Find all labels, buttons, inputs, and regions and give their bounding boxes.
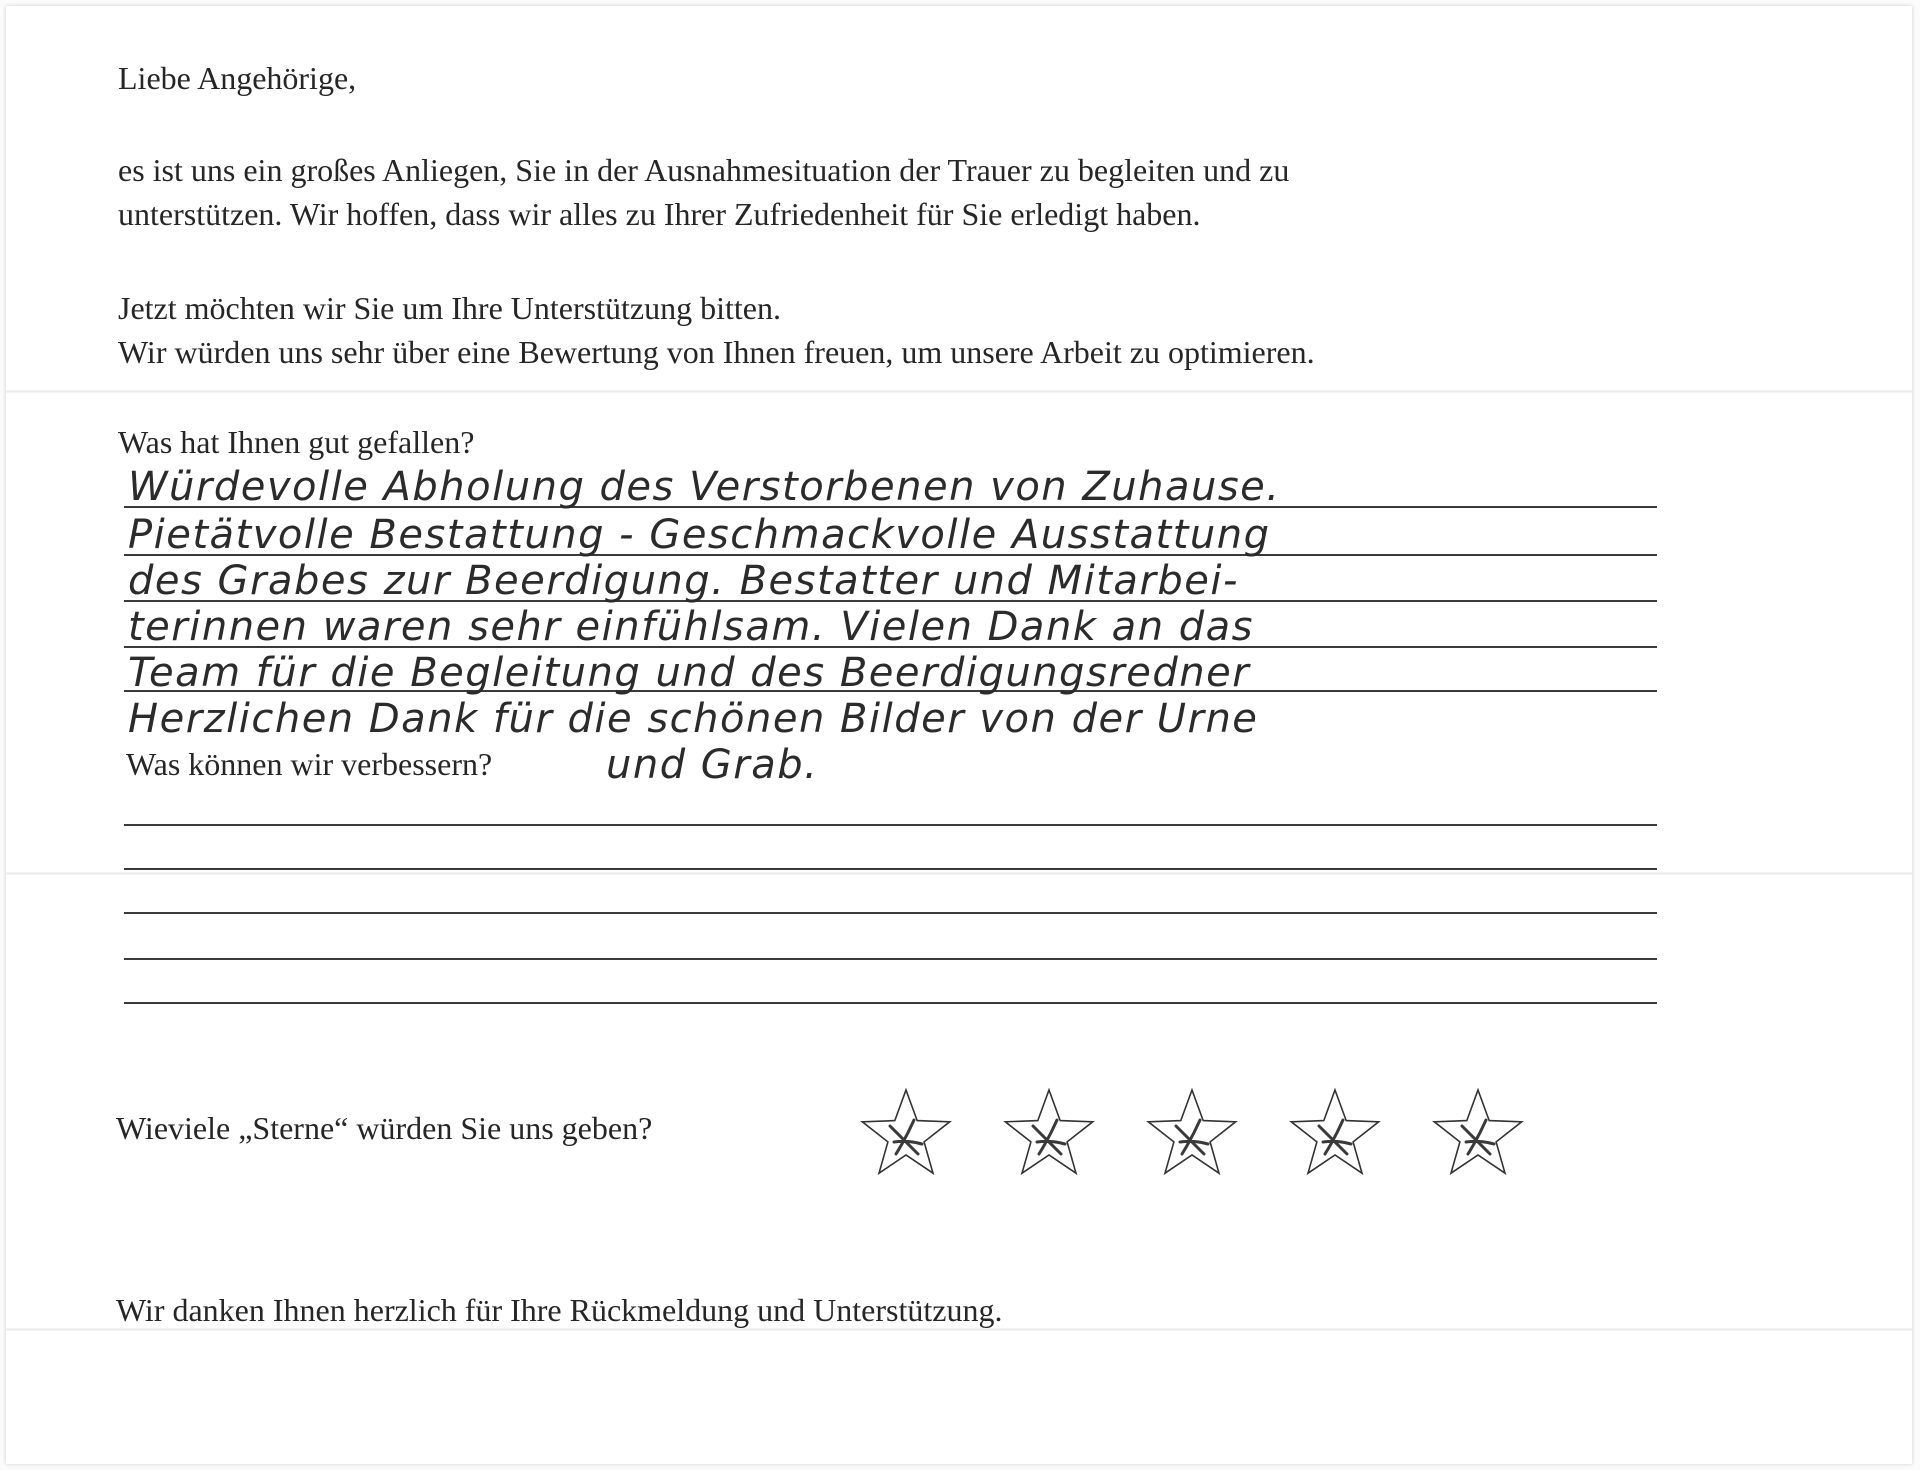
star-mark: [1319, 1120, 1351, 1154]
handwritten-line-1: Würdevolle Abholung des Verstorbenen von Zuhause.: [128, 464, 1281, 510]
answer-line: [124, 868, 1657, 870]
answer-line: [124, 912, 1657, 914]
request-line-1: Jetzt möchten wir Sie um Ihre Unterstützung bitten.: [118, 290, 781, 326]
greeting: Liebe Angehörige,: [118, 60, 357, 96]
star-mark: [1462, 1120, 1494, 1154]
handwritten-line-4: terinnen waren sehr einfühlsam. Vielen Dank an das: [128, 604, 1254, 650]
star-icon[interactable]: [1142, 1082, 1242, 1182]
question-liked: Was hat Ihnen gut gefallen?: [118, 424, 475, 460]
star-mark: [890, 1120, 922, 1154]
paper-fold: [6, 872, 1912, 875]
request-line-2: Wir würden uns sehr über eine Bewertung von Ihnen freuen, um unsere Arbeit zu optimieren.: [118, 334, 1315, 370]
question-stars: Wieviele „Sterne“ würden Sie uns geben?: [116, 1110, 653, 1146]
intro-line-2: unterstützen. Wir hoffen, dass wir alles zu Ihrer Zufriedenheit für Sie erledigt haben.: [118, 196, 1201, 232]
intro-line-1: es ist uns ein großes Anliegen, Sie in der Ausnahmesituation der Trauer zu begleiten und zu: [118, 152, 1290, 188]
star-mark: [1033, 1120, 1065, 1154]
star-icon[interactable]: [856, 1082, 956, 1182]
handwritten-line-2: Pietätvolle Bestattung - Geschmackvolle Ausstattung: [128, 512, 1271, 558]
handwritten-line-5: Team für die Begleitung und des Beerdigungsredner: [128, 650, 1251, 696]
closing-line: Wir danken Ihnen herzlich für Ihre Rückmeldung und Unterstützung.: [116, 1292, 1003, 1328]
star-icon[interactable]: [1285, 1082, 1385, 1182]
star-icon[interactable]: [1428, 1082, 1528, 1182]
feedback-form-sheet: [6, 6, 1912, 1464]
star-icon[interactable]: [999, 1082, 1099, 1182]
handwritten-continuation: und Grab.: [606, 742, 819, 788]
answer-line: [124, 958, 1657, 960]
handwritten-line-6: Herzlichen Dank für die schönen Bilder von der Urne: [128, 696, 1259, 742]
question-improve: Was können wir verbessern?: [126, 746, 493, 782]
star-mark: [1176, 1120, 1208, 1154]
handwritten-line-3: des Grabes zur Beerdigung. Bestatter und Mitarbei-: [128, 558, 1239, 604]
paper-fold: [6, 390, 1912, 393]
answer-line: [124, 1002, 1657, 1004]
answer-line: [124, 824, 1657, 826]
